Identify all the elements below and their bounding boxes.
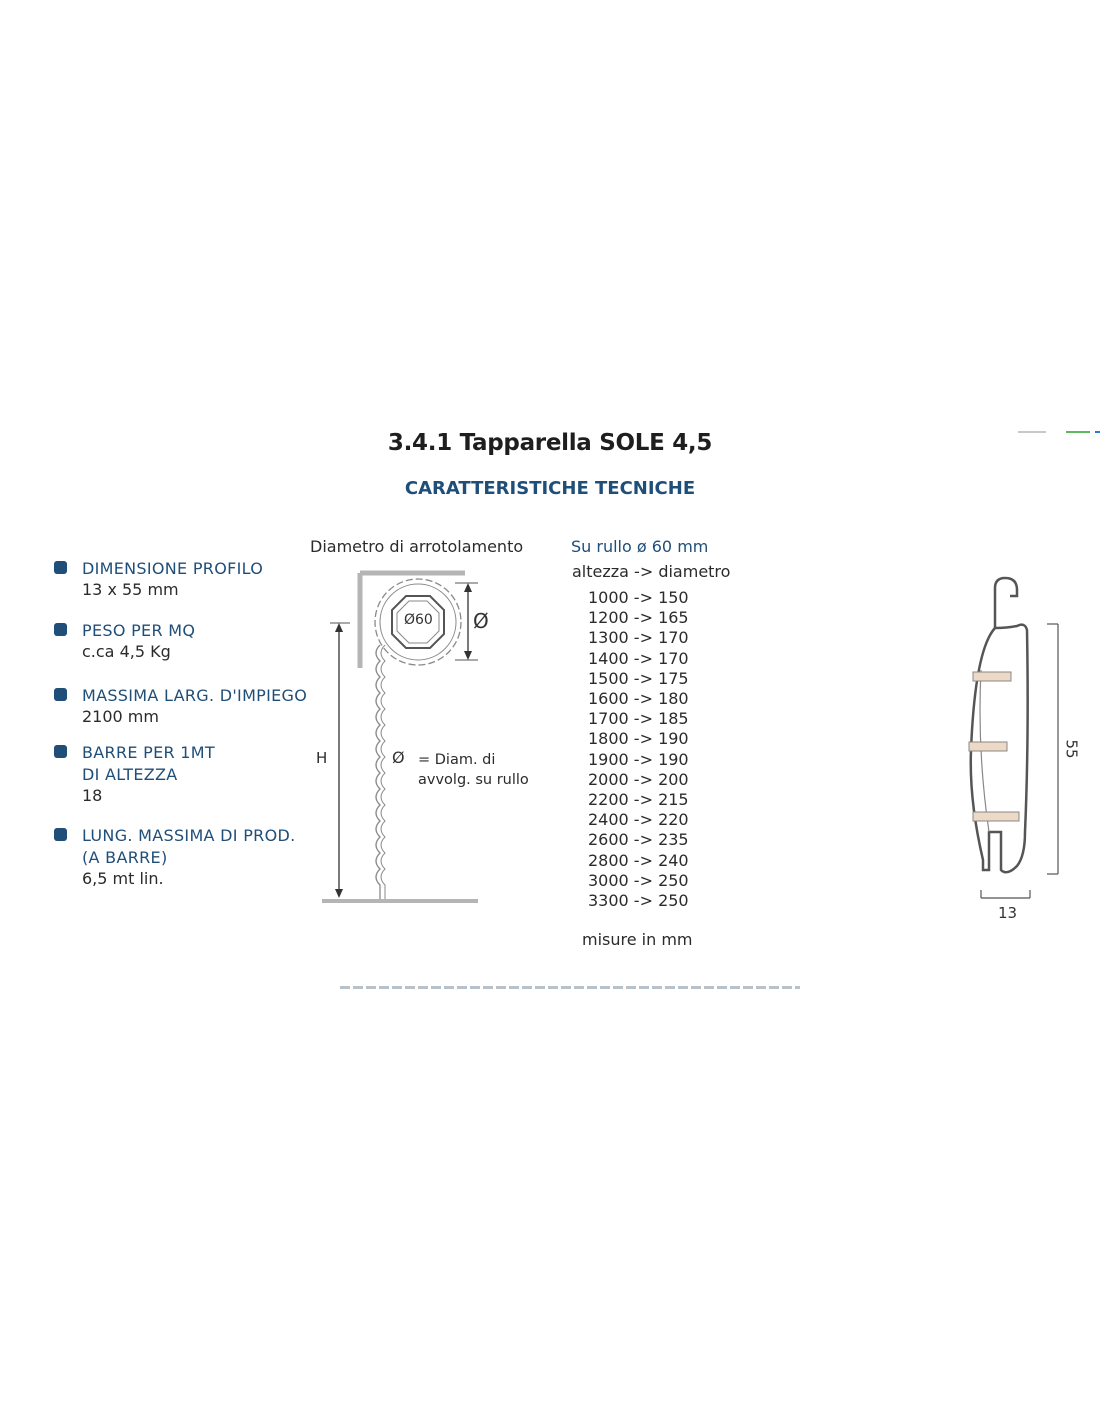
spec-item-weight — [54, 620, 314, 662]
spec-value: 13 x 55 mm — [82, 580, 179, 599]
spec-label: LUNG. MASSIMA DI PROD. (A BARRE) — [82, 826, 296, 867]
list-item: 2800 -> 240 — [588, 850, 689, 870]
list-item: 2000 -> 200 — [588, 769, 689, 789]
list-item: 1300 -> 170 — [588, 628, 689, 648]
list-item: 2600 -> 235 — [588, 830, 689, 850]
spec-value: 18 — [82, 786, 103, 805]
diameter-note-line1: = Diam. di — [418, 752, 496, 768]
slat-insert — [973, 672, 1011, 681]
spec-value: 2100 mm — [82, 707, 159, 726]
list-item: 1200 -> 165 — [588, 608, 689, 628]
list-item: 2400 -> 220 — [588, 810, 689, 830]
spec-label: MASSIMA LARG. D'IMPIEGO — [82, 686, 308, 705]
diagram-title: Diametro di arrotolamento — [310, 537, 524, 556]
note-diameter-symbol: Ø — [392, 748, 405, 767]
corner-mark-blue — [1095, 431, 1100, 433]
diameter-note-line2: avvolg. su rullo — [418, 772, 529, 788]
spec-label: DIMENSIONE PROFILO — [82, 559, 264, 578]
list-item: 1600 -> 180 — [588, 689, 689, 709]
slat-insert — [973, 812, 1019, 821]
slat-profile-drawing — [955, 570, 1065, 920]
bullet-icon — [54, 688, 67, 701]
spec-item-max-length — [54, 825, 314, 889]
units-footnote: misure in mm — [582, 930, 693, 949]
height-label: H — [316, 749, 328, 767]
corner-mark-gray — [1018, 431, 1046, 433]
list-item: 1800 -> 190 — [588, 729, 689, 749]
list-item: 2200 -> 215 — [588, 790, 689, 810]
bullet-icon — [54, 561, 67, 574]
spec-item-profile — [54, 558, 314, 600]
list-item: 1900 -> 190 — [588, 749, 689, 769]
list-item: 1000 -> 150 — [588, 588, 689, 607]
spec-value: c.ca 4,5 Kg — [82, 642, 171, 661]
page-title: 3.4.1 Tapparella SOLE 4,5 — [387, 430, 713, 456]
list-item: 1500 -> 175 — [588, 668, 689, 688]
bullet-icon — [54, 745, 67, 758]
spec-value: 6,5 mt lin. — [82, 869, 164, 888]
profile-width-label: 13 — [998, 904, 1018, 922]
list-item: 1400 -> 170 — [588, 648, 689, 668]
spec-item-bars-per-meter — [54, 742, 314, 806]
spec-label: PESO PER MQ — [82, 621, 196, 640]
table-columns-label: altezza -> diametro — [572, 562, 731, 581]
list-item: 1700 -> 185 — [588, 709, 689, 729]
spec-label: BARRE PER 1MT DI ALTEZZA — [82, 743, 215, 784]
slat-insert — [969, 742, 1007, 751]
spec-item-max-width — [54, 685, 314, 727]
roller-diameter-symbol: Ø60 — [404, 612, 433, 628]
height-diameter-list — [588, 588, 689, 911]
profile-hook — [995, 578, 1017, 628]
bullet-icon — [54, 828, 67, 841]
bullet-icon — [54, 623, 67, 636]
diameter-symbol: Ø — [473, 609, 489, 633]
list-item: 3300 -> 250 — [588, 891, 689, 911]
list-item: 3000 -> 250 — [588, 870, 689, 890]
table-heading: Su rullo ø 60 mm — [571, 537, 709, 556]
diameter-note — [418, 750, 529, 790]
curtain-slats — [376, 645, 380, 899]
cut-off-text-line — [340, 986, 800, 989]
corner-mark-green — [1066, 431, 1090, 433]
section-subtitle: CARATTERISTICHE TECNICHE — [404, 478, 696, 499]
profile-height-label: 55 — [1062, 739, 1081, 759]
